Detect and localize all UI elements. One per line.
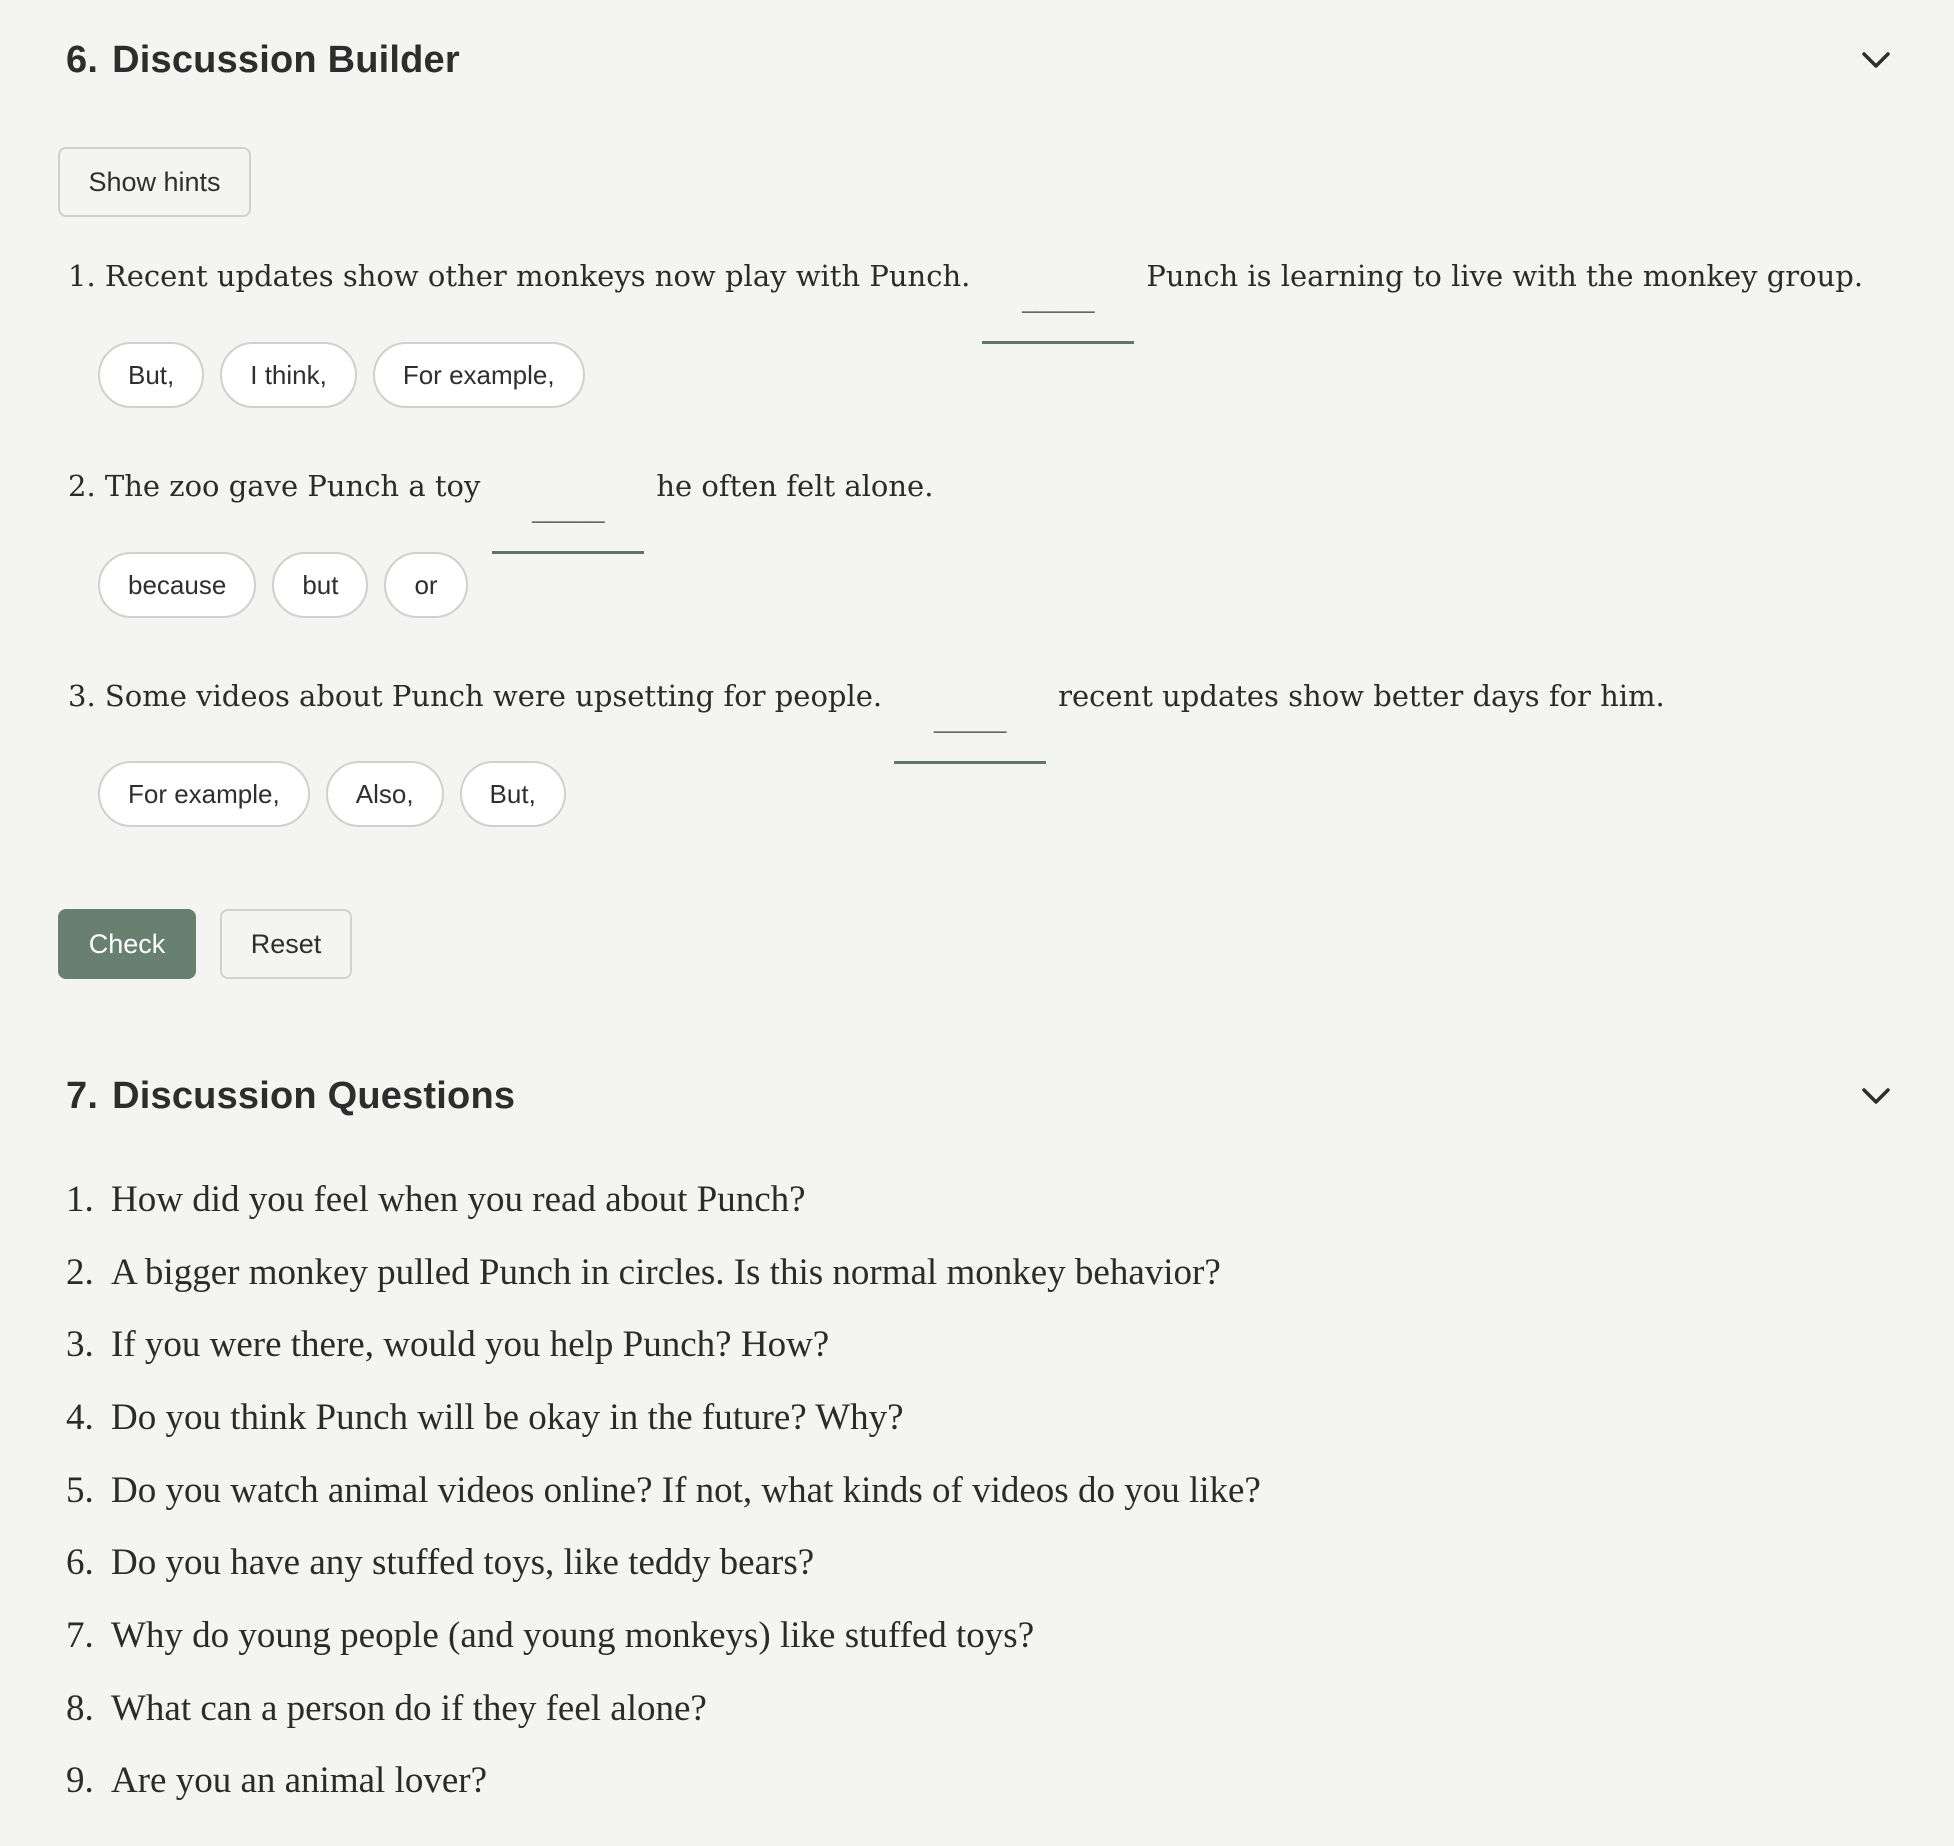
- reset-button[interactable]: Reset: [220, 909, 352, 979]
- option-chip[interactable]: For example,: [373, 342, 585, 408]
- question-item: 2. A bigger monkey pulled Punch in circles. Is this normal monkey behavior?: [66, 1251, 1221, 1293]
- question-item: 5. Do you watch animal videos online? If not, what kinds of videos do you like?: [66, 1469, 1261, 1511]
- question-item: 6. Do you have any stuffed toys, like teddy bears?: [66, 1542, 815, 1584]
- answer-blank[interactable]: _____: [982, 279, 1134, 344]
- option-chip[interactable]: But,: [460, 761, 566, 827]
- option-chip[interactable]: or: [384, 552, 467, 618]
- builder-sentence-1: 1. Recent updates show other monkeys now play with Punch. _____ Punch is learning to live with the monkey group.: [68, 257, 1863, 322]
- question-item: 3. If you were there, would you help Punch? How?: [66, 1324, 830, 1366]
- option-chip[interactable]: I think,: [220, 342, 357, 408]
- option-chip[interactable]: Also,: [326, 761, 444, 827]
- discussion-questions-list: [66, 1163, 1261, 1817]
- question-item: 7. Why do young people (and young monkeys) like stuffed toys?: [66, 1614, 1035, 1656]
- question-item: 8. What can a person do if they feel alone?: [66, 1687, 707, 1729]
- option-chips-2: [98, 552, 468, 618]
- question-item: 1. How did you feel when you read about Punch?: [66, 1178, 806, 1220]
- discussion-questions-header[interactable]: [66, 1066, 1896, 1126]
- option-chip[interactable]: but: [272, 552, 368, 618]
- option-chip[interactable]: For example,: [98, 761, 310, 827]
- option-chip[interactable]: because: [98, 552, 256, 618]
- chevron-down-icon[interactable]: [1856, 1078, 1896, 1114]
- option-chips-3: [98, 761, 566, 827]
- section-title: 6. Discussion Builder: [66, 39, 460, 81]
- question-item: 9. Are you an animal lover?: [66, 1760, 488, 1802]
- section-title: 7. Discussion Questions: [66, 1075, 516, 1117]
- option-chips-1: [98, 342, 585, 408]
- answer-blank[interactable]: _____: [492, 489, 644, 554]
- builder-sentence-2: 2. The zoo gave Punch a toy _____ he often felt alone.: [68, 467, 933, 532]
- option-chip[interactable]: But,: [98, 342, 204, 408]
- builder-sentence-3: 3. Some videos about Punch were upsetting for people. _____ recent updates show better days for him.: [68, 677, 1665, 742]
- check-button[interactable]: Check: [58, 909, 196, 979]
- discussion-builder-header[interactable]: [66, 30, 1896, 90]
- chevron-down-icon[interactable]: [1856, 42, 1896, 78]
- question-item: 4. Do you think Punch will be okay in the future? Why?: [66, 1396, 904, 1438]
- answer-blank[interactable]: _____: [894, 699, 1046, 764]
- show-hints-button[interactable]: Show hints: [58, 147, 251, 217]
